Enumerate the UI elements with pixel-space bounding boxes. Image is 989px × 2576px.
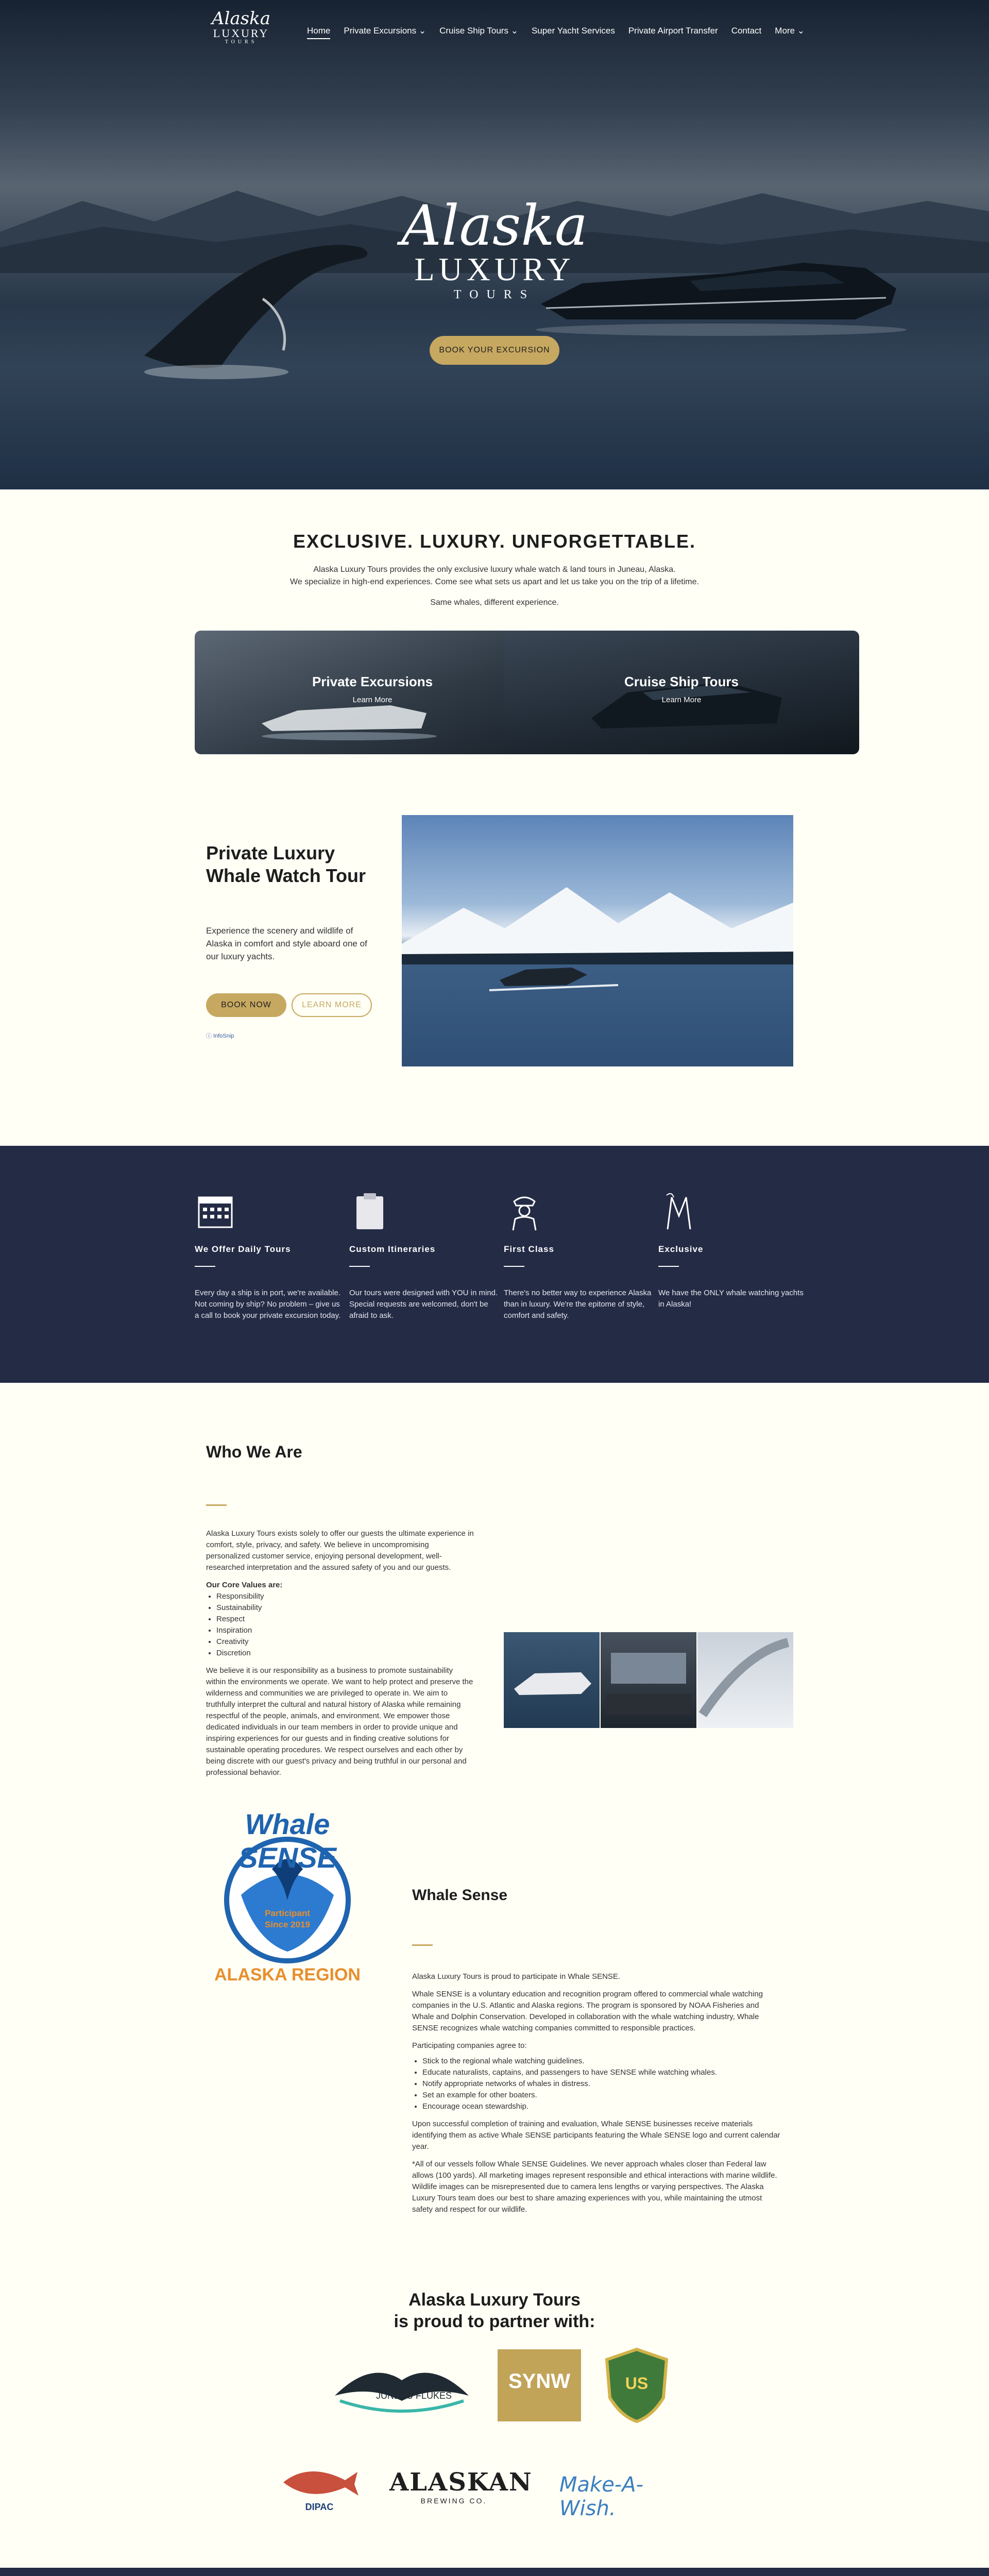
tour-title: Private Luxury Whale Watch Tour xyxy=(206,842,366,886)
list-item: • Set an example for other boaters. xyxy=(422,2090,783,2101)
alaskan-text: ALASKAN xyxy=(389,2468,533,2497)
whale-sense-body xyxy=(412,1971,783,2215)
about-gallery xyxy=(504,1632,793,1728)
perks-band xyxy=(0,2568,989,2576)
about-body xyxy=(206,1528,474,1778)
juneau-flukes-text: JUNEAU FLUKES xyxy=(376,2391,452,2401)
partner-dipac[interactable] xyxy=(278,2462,361,2518)
card-title: Cruise Ship Tours xyxy=(624,674,739,689)
feature-exclusive xyxy=(658,1190,808,1310)
divider xyxy=(349,1266,370,1267)
monogram-icon xyxy=(658,1190,700,1231)
hero-logo-line3: TOURS xyxy=(453,288,536,301)
nav-contact[interactable]: Contact xyxy=(731,26,762,36)
whale-sense-divider xyxy=(412,1944,433,1946)
core-values-label: Our Core Values are: xyxy=(206,1581,283,1589)
about-paragraph-2: We believe it is our responsibility as a business to promote sustainability within the environments we operate. We want to help protect and preserve the wilderness and communities we are privileged to operate in. We aim to truthfully interpret the cultural and natural history of Alaska while remaining respectful of the people, animals, and environment. We empower those dedicated individuals in our team members in order to provide unique and inspiring experiences for our guests and in finding creative solutions for sustainable operating procedures. We respect ourselves and each other by being discrete with our guest's privacy and being truthful in our personal and professional behavior. xyxy=(206,1666,473,1777)
partners-heading-1: Alaska Luxury Tours xyxy=(408,2290,581,2310)
feature-text: Every day a ship is in port, we're available. Not coming by ship? No problem – give us a call to book your private excursion today. xyxy=(195,1289,341,1320)
ws-paragraph-4: Upon successful completion of training and evaluation, Whale SENSE businesses receive materials identifying them as active Whale SENSE participants featuring the Whale SENSE logo and current calendar year. xyxy=(412,2120,780,2151)
divider xyxy=(195,1266,215,1267)
card-link[interactable]: Learn More xyxy=(661,696,702,704)
ws-paragraph-3: Participating companies agree to: xyxy=(412,2041,527,2050)
list-item: • Respect xyxy=(216,1614,474,1625)
glacier-mountains xyxy=(402,815,793,1066)
list-item: • Educate naturalists, captains, and passengers to have SENSE while watching whales. xyxy=(422,2067,783,2078)
feature-daily-tours xyxy=(195,1190,344,1321)
partner-synw[interactable] xyxy=(498,2349,581,2421)
feature-text: We have the ONLY whale watching yachts in Alaska! xyxy=(658,1289,804,1309)
info-icon: ⓘ xyxy=(206,1033,214,1039)
feature-title: Custom Itineraries xyxy=(349,1244,436,1254)
core-values-list xyxy=(216,1591,474,1659)
list-item: • Notify appropriate networks of whales in distress. xyxy=(422,2078,783,2090)
nav-more[interactable]: More ⌄ xyxy=(775,26,805,36)
clipboard-icon xyxy=(349,1190,390,1231)
intro-line3: Same whales, different experience. xyxy=(430,598,559,607)
nav-super-yacht-services[interactable]: Super Yacht Services xyxy=(531,26,615,36)
features-band xyxy=(0,1146,989,1383)
about-divider xyxy=(206,1504,227,1506)
calendar-icon xyxy=(195,1190,236,1231)
intro-line2: We specialize in high-end experiences. Come see what sets us apart and let us take you on the trip of a lifetime. xyxy=(290,578,699,586)
whale-sense-heading: Whale Sense xyxy=(412,1887,508,1904)
list-item: • Responsibility xyxy=(216,1591,474,1602)
partner-juneau-flukes[interactable] xyxy=(330,2349,474,2416)
list-item: • Creativity xyxy=(216,1636,474,1648)
logo-line3: TOURS xyxy=(225,39,258,45)
list-item: • Discretion xyxy=(216,1648,474,1659)
gallery-image-cabin xyxy=(601,1632,696,1728)
partner-alaskan-brewing[interactable] xyxy=(389,2468,533,2519)
card-private-excursions[interactable] xyxy=(195,631,550,754)
feature-title: Exclusive xyxy=(658,1244,704,1254)
nav-cruise-ship-tours[interactable]: Cruise Ship Tours ⌄ xyxy=(439,26,518,36)
feature-title: First Class xyxy=(504,1244,554,1254)
learn-more-button[interactable]: LEARN MORE xyxy=(292,993,372,1017)
feature-first-class xyxy=(504,1190,653,1321)
book-excursion-button[interactable]: BOOK YOUR EXCURSION xyxy=(430,336,559,365)
card-cruise-ship-tours[interactable] xyxy=(504,631,859,754)
main-menu xyxy=(307,26,818,39)
list-item: • Sustainability xyxy=(216,1602,474,1614)
intro-heading: EXCLUSIVE. LUXURY. UNFORGETTABLE. xyxy=(293,531,696,552)
list-item: • Inspiration xyxy=(216,1625,474,1636)
hero-logo-line2: LUXURY xyxy=(414,251,575,287)
hero-section xyxy=(0,0,989,489)
hero-logo-line1: Alaska xyxy=(401,194,588,258)
ws-list xyxy=(422,2056,783,2112)
badge-top-text: Whale SENSE xyxy=(238,1808,336,1874)
feature-text: There's no better way to experience Alaska than in luxury. We're the epitome of style, comfort and safety. xyxy=(504,1289,652,1320)
badge-bottom-text: ALASKA REGION xyxy=(214,1965,361,1985)
tour-description: Experience the scenery and wildlife of Alaska in comfort and style aboard one of our luxury yachts. xyxy=(206,926,367,961)
badge-participant: Participant xyxy=(265,1908,310,1918)
infosnip-label: InfoSnip xyxy=(213,1033,234,1039)
hero-logo xyxy=(381,194,608,302)
logo-line2: LUXURY xyxy=(213,27,269,40)
feature-title: We Offer Daily Tours xyxy=(195,1244,291,1254)
partner-make-a-wish[interactable]: Make-A-Wish. xyxy=(559,2473,644,2520)
brewing-co-text: BREWING CO. xyxy=(420,2497,487,2505)
partner-forest-service[interactable] xyxy=(601,2346,673,2424)
gallery-image-deck xyxy=(697,1632,793,1728)
gallery-image-yacht xyxy=(504,1632,600,1728)
nav-home[interactable]: Home xyxy=(307,26,330,39)
book-now-button[interactable]: BOOK NOW xyxy=(206,993,286,1017)
card-title: Private Excursions xyxy=(312,674,433,689)
dipac-text: DIPAC xyxy=(305,2502,334,2512)
ws-paragraph-5: *All of our vessels follow Whale SENSE Guidelines. We never approach whales closer than Federal law allows (100 yards). All marketing images represent responsible and ethical interactions with marine wildlife. Wildlife images can be misrepresented due to camera lens lengths or varying perspectives. The Alaska Luxury Tours team does our best to share amazing experiences with you, while maintaining the utmost safety and respect for our wildlife. xyxy=(412,2160,777,2214)
divider xyxy=(658,1266,679,1267)
forest-service-text: US xyxy=(625,2374,649,2393)
whale-sense-badge xyxy=(195,1807,380,1993)
salmon-icon xyxy=(278,2462,361,2503)
divider xyxy=(504,1266,524,1267)
list-item: • Stick to the regional whale watching guidelines. xyxy=(422,2056,783,2067)
feature-text: Our tours were designed with YOU in mind. Special requests are welcomed, don't be afraid to ask. xyxy=(349,1289,498,1320)
list-item: • Encourage ocean stewardship. xyxy=(422,2101,783,2112)
infosnip-badge[interactable] xyxy=(206,1031,234,1040)
about-heading: Who We Are xyxy=(206,1443,302,1461)
captain-icon xyxy=(504,1190,545,1231)
nav-private-airport-transfer[interactable]: Private Airport Transfer xyxy=(628,26,718,36)
synw-text: SYNW xyxy=(508,2370,570,2393)
logo-line1: Alaska xyxy=(211,8,271,29)
site-logo[interactable] xyxy=(205,9,277,53)
ws-paragraph-2: Whale SENSE is a voluntary education and recognition program offered to commercial whale watching companies in the U.S. Atlantic and Alaska regions. The program is sponsored by NOAA Fisheries and Whale and Dolphin Conservation. Developed in collaboration with the whale watching industry, Whale SENSE recognizes whale watching companies committed to responsible practices. xyxy=(412,1990,763,2032)
nav-private-excursions[interactable]: Private Excursions ⌄ xyxy=(344,26,427,36)
partners-heading-2: is proud to partner with: xyxy=(394,2312,595,2331)
ws-paragraph-1: Alaska Luxury Tours is proud to participate in Whale SENSE. xyxy=(412,1972,621,1981)
whale-tail-icon xyxy=(330,2349,474,2416)
feature-custom-itineraries xyxy=(349,1190,499,1321)
top-navigation xyxy=(0,0,989,62)
card-link[interactable]: Learn More xyxy=(352,696,393,704)
badge-since: Since 2019 xyxy=(265,1920,310,1929)
about-paragraph-1: Alaska Luxury Tours exists solely to offer our guests the ultimate experience in comfort, style, privacy, and safety. We believe in uncompromising personalized customer service, enjoying personal development, well-researched interpretation and the assured safety of you and our guests. xyxy=(206,1529,474,1572)
intro-line1: Alaska Luxury Tours provides the only exclusive luxury whale watch & land tours in Juneau, Alaska. xyxy=(313,565,676,574)
tour-image xyxy=(402,815,793,1066)
